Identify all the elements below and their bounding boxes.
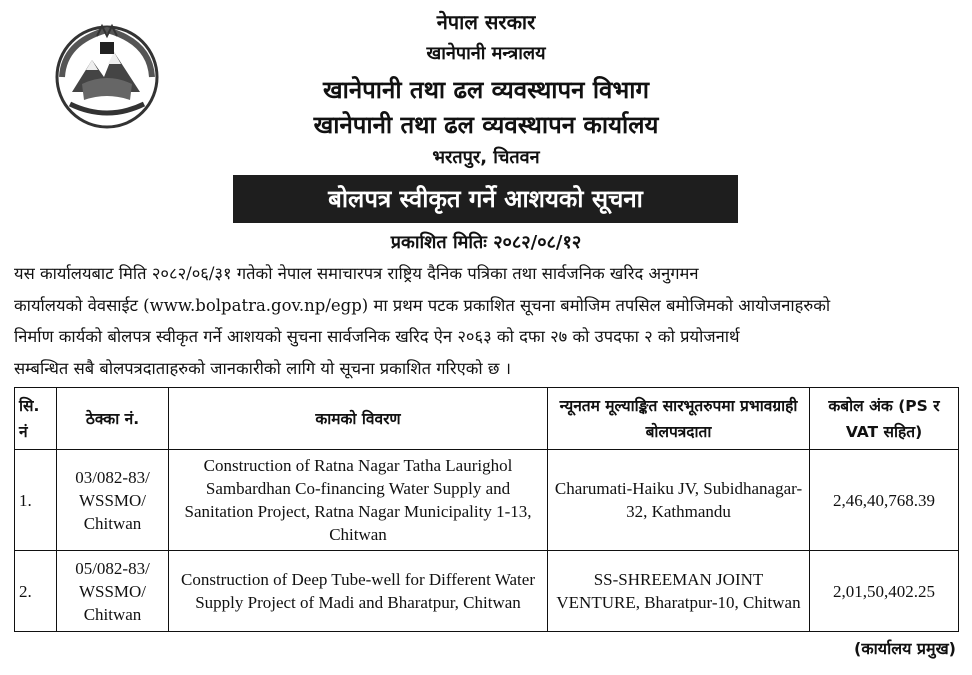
header-sn: सि. नं — [15, 388, 57, 450]
government-title: नेपाल सरकार — [436, 10, 536, 34]
row-sn: 2. — [15, 551, 57, 632]
paragraph-line: यस कार्यालयबाट मिति २०८२/०६/३१ गतेको नेपाल समाचारपत्र राष्ट्रिय दैनिक पत्रिका तथा सार्वजनिक खरिद अनुगमन — [14, 264, 699, 283]
office-chief-signature: (कार्यालय प्रमुख) — [854, 639, 956, 658]
paragraph-line: सम्बन्धित सबै बोलपत्रदाताहरुको जानकारीको लागि यो सूचना प्रकाशित गरिएको छ । — [14, 358, 511, 378]
notice-paragraph — [14, 258, 958, 384]
office-title: खानेपानी तथा ढल व्यवस्थापन कार्यालय — [313, 111, 659, 139]
table-header-row — [15, 388, 959, 450]
row-sn: 1. — [15, 450, 57, 551]
table-row — [15, 551, 959, 632]
row-bidder: SS-SHREEMAN JOINT VENTURE, Bharatpur-10, Chitwan — [548, 551, 810, 632]
row-amount: 2,01,50,402.25 — [810, 551, 959, 632]
row-description: Construction of Ratna Nagar Tatha Laurighol Sambardhan Co-financing Water Supply and Sanitation Project, Ratna Nagar Municipality 1-13, Chitwan — [169, 450, 548, 551]
header-contract: ठेक्का नं. — [57, 388, 169, 450]
ministry-title: खानेपानी मन्त्रालय — [426, 43, 546, 64]
bid-table — [14, 387, 959, 632]
office-location: भरतपुर, चितवन — [432, 147, 540, 168]
row-contract: 05/082-83/ WSSMO/ Chitwan — [57, 551, 169, 632]
header-description: कामको विवरण — [169, 388, 548, 450]
notice-banner: बोलपत्र स्वीकृत गर्ने आशयको सूचना — [233, 175, 738, 223]
row-bidder: Charumati-Haiku JV, Subidhanagar-32, Kathmandu — [548, 450, 810, 551]
paragraph-line: कार्यालयको वेवसाईट (www.bolpatra.gov.np/egp) मा प्रथम पटक प्रकाशित सूचना बमोजिम तपसिल बमोजिमको आयोजनाहरुको — [14, 295, 831, 315]
table-row — [15, 450, 959, 551]
header-bidder: न्यूनतम मूल्याङ्कित सारभूतरुपमा प्रभावग्राही बोलपत्रदाता — [548, 388, 810, 450]
row-description: Construction of Deep Tube-well for Different Water Supply Project of Madi and Bharatpur, Chitwan — [169, 551, 548, 632]
row-contract: 03/082-83/ WSSMO/ Chitwan — [57, 450, 169, 551]
department-title: खानेपानी तथा ढल व्यवस्थापन विभाग — [323, 76, 649, 104]
published-date: प्रकाशित मितिः २०८२/०८/१२ — [390, 232, 582, 253]
header-amount: कबोल अंक (PS र VAT सहित) — [810, 388, 959, 450]
row-amount: 2,46,40,768.39 — [810, 450, 959, 551]
paragraph-line: निर्माण कार्यको बोलपत्र स्वीकृत गर्ने आशयको सुचना सार्वजनिक खरिद ऐन २०६३ को दफा २७ को उपदफा २ को प्रयोजनार्थ — [14, 327, 740, 346]
